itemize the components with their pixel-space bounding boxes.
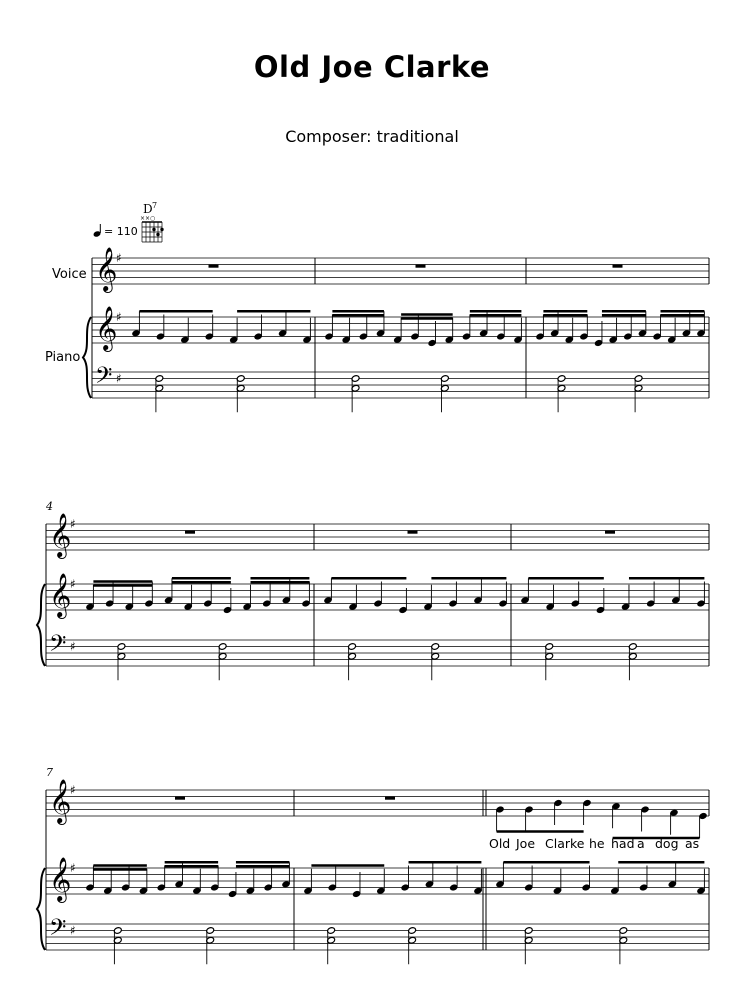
bass-clef-icon: 𝄢 (49, 915, 67, 946)
bass-clef-icon: 𝄢 (95, 363, 113, 394)
sharp-icon: ♯ (70, 639, 76, 654)
treble-clef-icon: 𝄞 (49, 857, 72, 901)
score-title: Old Joe Clarke (253, 50, 491, 84)
measure-number: 4 (46, 500, 53, 513)
treble-clef-icon: 𝄞 (49, 779, 72, 823)
lyric-syllable: had (611, 836, 635, 851)
lyric-syllable: a (637, 836, 645, 851)
tempo-label: = 110 (104, 225, 138, 238)
lyric-syllable: Clarke (545, 836, 585, 851)
composer-line: Composer: traditional (285, 127, 459, 146)
sharp-icon: ♯ (70, 923, 76, 938)
whole-rest-icon (209, 265, 219, 268)
whole-rest-icon (605, 531, 615, 534)
sharp-icon: ♯ (70, 577, 76, 591)
treble-clef-icon: 𝄞 (49, 513, 72, 557)
whole-rest-icon (385, 797, 395, 800)
bass-clef-icon: 𝄢 (49, 631, 67, 662)
lyric-syllable: Joe (516, 836, 536, 851)
whole-rest-icon (613, 265, 623, 268)
chord-diagram-icon (140, 215, 164, 242)
whole-rest-icon (185, 531, 195, 534)
chord-symbol (140, 201, 164, 242)
sharp-icon: ♯ (70, 783, 76, 797)
whole-rest-icon (175, 797, 185, 800)
lyric-syllable: dog (655, 836, 679, 851)
chord-root: D (143, 202, 153, 216)
piano-brace-icon (37, 868, 45, 950)
treble-clef-icon: 𝄞 (95, 247, 118, 291)
treble-clef-icon: 𝄞 (49, 573, 72, 617)
lyric-syllable: Old (489, 836, 511, 851)
piano-brace-icon (83, 317, 91, 398)
system (83, 247, 709, 412)
whole-rest-icon (416, 265, 426, 268)
piano-label: Piano (45, 350, 81, 365)
voice-label: Voice (52, 267, 87, 282)
system (37, 513, 709, 680)
sharp-icon: ♯ (116, 310, 122, 324)
sharp-icon: ♯ (116, 251, 122, 265)
systems (37, 247, 709, 964)
chord-extension: 7 (152, 201, 158, 210)
piano-brace-icon (37, 584, 45, 666)
measure-number: 7 (46, 766, 53, 779)
sharp-icon: ♯ (70, 517, 76, 531)
lyric-syllable: he (589, 836, 605, 851)
sharp-icon: ♯ (116, 371, 122, 386)
whole-rest-icon (408, 531, 418, 534)
lyrics-line (489, 836, 699, 851)
tempo-marking (93, 224, 138, 238)
system (37, 779, 709, 964)
svg-text:××○: ××○ (140, 215, 156, 222)
treble-clef-icon: 𝄞 (95, 306, 118, 350)
sharp-icon: ♯ (70, 861, 76, 875)
lyric-syllable: as (685, 836, 700, 851)
